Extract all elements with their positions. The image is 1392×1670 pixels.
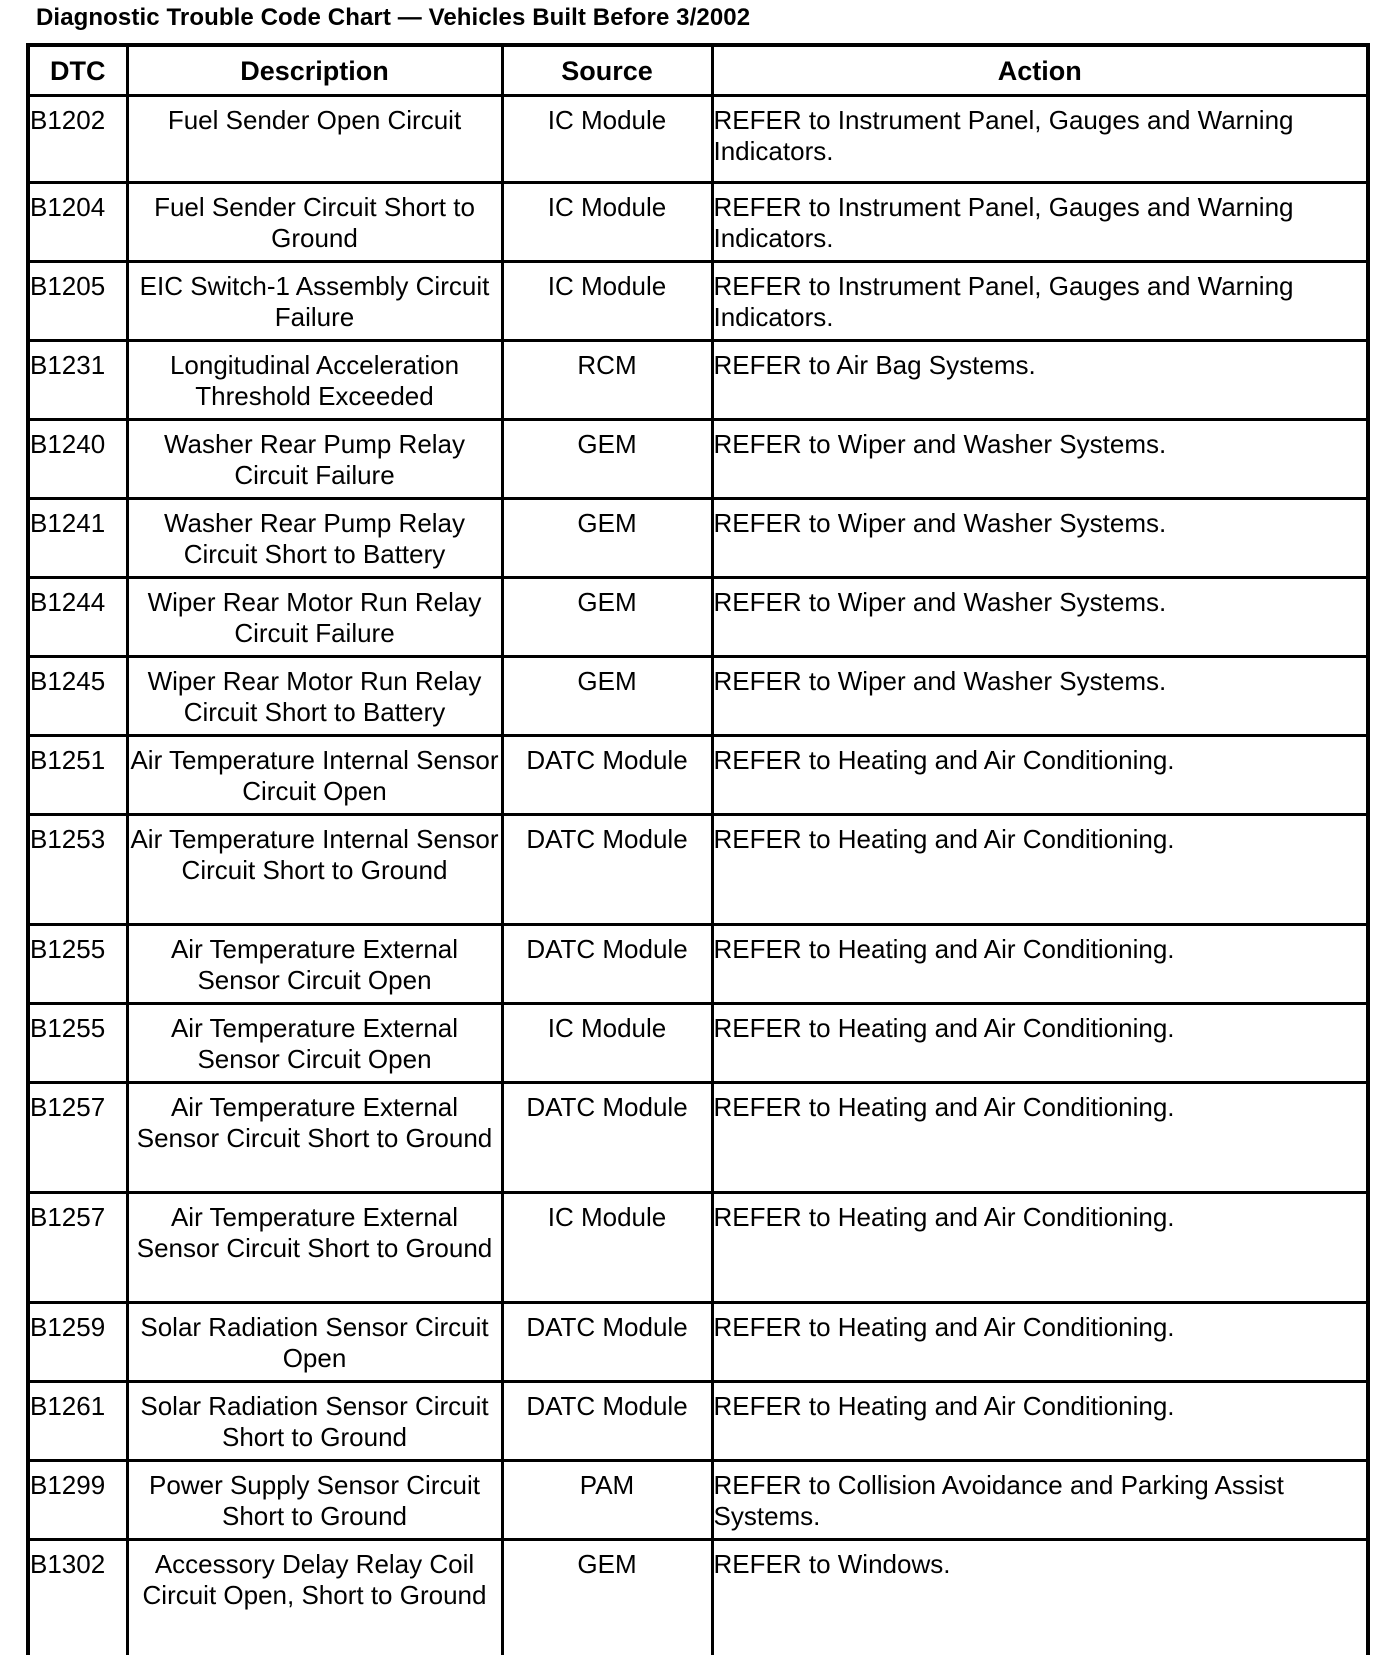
dtc-source: DATC Module <box>502 736 712 815</box>
dtc-source: IC Module <box>502 96 712 183</box>
dtc-action: REFER to Heating and Air Conditioning. <box>712 815 1368 925</box>
dtc-description: Wiper Rear Motor Run Relay Circuit Failure <box>127 578 502 657</box>
dtc-code: B1255 <box>28 1004 127 1083</box>
dtc-code: B1244 <box>28 578 127 657</box>
dtc-action: REFER to Collision Avoidance and Parking Assist Systems. <box>712 1461 1368 1540</box>
dtc-description: Wiper Rear Motor Run Relay Circuit Short to Battery <box>127 657 502 736</box>
dtc-action: REFER to Instrument Panel, Gauges and Warning Indicators. <box>712 183 1368 262</box>
table-row <box>28 657 1368 736</box>
dtc-action: REFER to Heating and Air Conditioning. <box>712 1193 1368 1303</box>
table-row <box>28 1004 1368 1083</box>
table-row <box>28 815 1368 925</box>
dtc-code: B1205 <box>28 262 127 341</box>
table-row <box>28 925 1368 1004</box>
dtc-source: DATC Module <box>502 1083 712 1193</box>
dtc-description: Air Temperature External Sensor Circuit Short to Ground <box>127 1193 502 1303</box>
dtc-description: Air Temperature External Sensor Circuit Open <box>127 925 502 1004</box>
column-header-description: Description <box>127 45 502 96</box>
dtc-action: REFER to Heating and Air Conditioning. <box>712 1083 1368 1193</box>
dtc-code: B1204 <box>28 183 127 262</box>
dtc-description: Fuel Sender Open Circuit <box>127 96 502 183</box>
dtc-action: REFER to Instrument Panel, Gauges and Warning Indicators. <box>712 96 1368 183</box>
dtc-code: B1251 <box>28 736 127 815</box>
table-row <box>28 341 1368 420</box>
dtc-code: B1257 <box>28 1083 127 1193</box>
dtc-action: REFER to Heating and Air Conditioning. <box>712 1004 1368 1083</box>
dtc-description: Fuel Sender Circuit Short to Ground <box>127 183 502 262</box>
dtc-description: EIC Switch-1 Assembly Circuit Failure <box>127 262 502 341</box>
dtc-code: B1299 <box>28 1461 127 1540</box>
dtc-source: GEM <box>502 657 712 736</box>
dtc-code: B1202 <box>28 96 127 183</box>
dtc-source: DATC Module <box>502 925 712 1004</box>
dtc-table <box>26 43 1370 1655</box>
table-row <box>28 183 1368 262</box>
dtc-description: Washer Rear Pump Relay Circuit Failure <box>127 420 502 499</box>
dtc-code: B1255 <box>28 925 127 1004</box>
dtc-source: RCM <box>502 341 712 420</box>
dtc-source: GEM <box>502 578 712 657</box>
table-row <box>28 1303 1368 1382</box>
dtc-description: Solar Radiation Sensor Circuit Open <box>127 1303 502 1382</box>
dtc-source: IC Module <box>502 1004 712 1083</box>
dtc-action: REFER to Instrument Panel, Gauges and Warning Indicators. <box>712 262 1368 341</box>
dtc-description: Washer Rear Pump Relay Circuit Short to Battery <box>127 499 502 578</box>
table-row <box>28 736 1368 815</box>
table-row <box>28 578 1368 657</box>
table-header-row <box>28 45 1368 96</box>
dtc-description: Accessory Delay Relay Coil Circuit Open, Short to Ground <box>127 1540 502 1656</box>
table-row <box>28 1083 1368 1193</box>
dtc-code: B1231 <box>28 341 127 420</box>
dtc-source: GEM <box>502 420 712 499</box>
table-row <box>28 1193 1368 1303</box>
dtc-source: DATC Module <box>502 815 712 925</box>
dtc-action: REFER to Air Bag Systems. <box>712 341 1368 420</box>
dtc-code: B1302 <box>28 1540 127 1656</box>
table-row <box>28 1382 1368 1461</box>
dtc-code: B1257 <box>28 1193 127 1303</box>
dtc-source: IC Module <box>502 262 712 341</box>
dtc-description: Air Temperature Internal Sensor Circuit Open <box>127 736 502 815</box>
dtc-action: REFER to Wiper and Washer Systems. <box>712 420 1368 499</box>
dtc-code: B1245 <box>28 657 127 736</box>
dtc-action: REFER to Wiper and Washer Systems. <box>712 657 1368 736</box>
dtc-description: Solar Radiation Sensor Circuit Short to Ground <box>127 1382 502 1461</box>
column-header-source: Source <box>502 45 712 96</box>
table-row <box>28 1461 1368 1540</box>
dtc-action: REFER to Heating and Air Conditioning. <box>712 925 1368 1004</box>
dtc-code: B1240 <box>28 420 127 499</box>
table-row <box>28 262 1368 341</box>
dtc-description: Air Temperature External Sensor Circuit Open <box>127 1004 502 1083</box>
dtc-code: B1241 <box>28 499 127 578</box>
table-row <box>28 1540 1368 1656</box>
dtc-code: B1261 <box>28 1382 127 1461</box>
dtc-source: PAM <box>502 1461 712 1540</box>
dtc-action: REFER to Wiper and Washer Systems. <box>712 499 1368 578</box>
dtc-description: Longitudinal Acceleration Threshold Exceeded <box>127 341 502 420</box>
dtc-action: REFER to Heating and Air Conditioning. <box>712 1303 1368 1382</box>
dtc-source: DATC Module <box>502 1382 712 1461</box>
dtc-source: GEM <box>502 499 712 578</box>
dtc-action: REFER to Wiper and Washer Systems. <box>712 578 1368 657</box>
column-header-dtc: DTC <box>28 45 127 96</box>
dtc-source: IC Module <box>502 1193 712 1303</box>
dtc-source: DATC Module <box>502 1303 712 1382</box>
dtc-description: Air Temperature Internal Sensor Circuit Short to Ground <box>127 815 502 925</box>
column-header-action: Action <box>712 45 1368 96</box>
table-row <box>28 420 1368 499</box>
dtc-action: REFER to Heating and Air Conditioning. <box>712 1382 1368 1461</box>
dtc-code: B1259 <box>28 1303 127 1382</box>
dtc-code: B1253 <box>28 815 127 925</box>
dtc-description: Power Supply Sensor Circuit Short to Ground <box>127 1461 502 1540</box>
table-row <box>28 499 1368 578</box>
dtc-action: REFER to Windows. <box>712 1540 1368 1656</box>
dtc-description: Air Temperature External Sensor Circuit Short to Ground <box>127 1083 502 1193</box>
table-row <box>28 96 1368 183</box>
dtc-action: REFER to Heating and Air Conditioning. <box>712 736 1368 815</box>
page-title: Diagnostic Trouble Code Chart — Vehicles Built Before 3/2002 <box>36 4 751 31</box>
dtc-source: IC Module <box>502 183 712 262</box>
dtc-source: GEM <box>502 1540 712 1656</box>
